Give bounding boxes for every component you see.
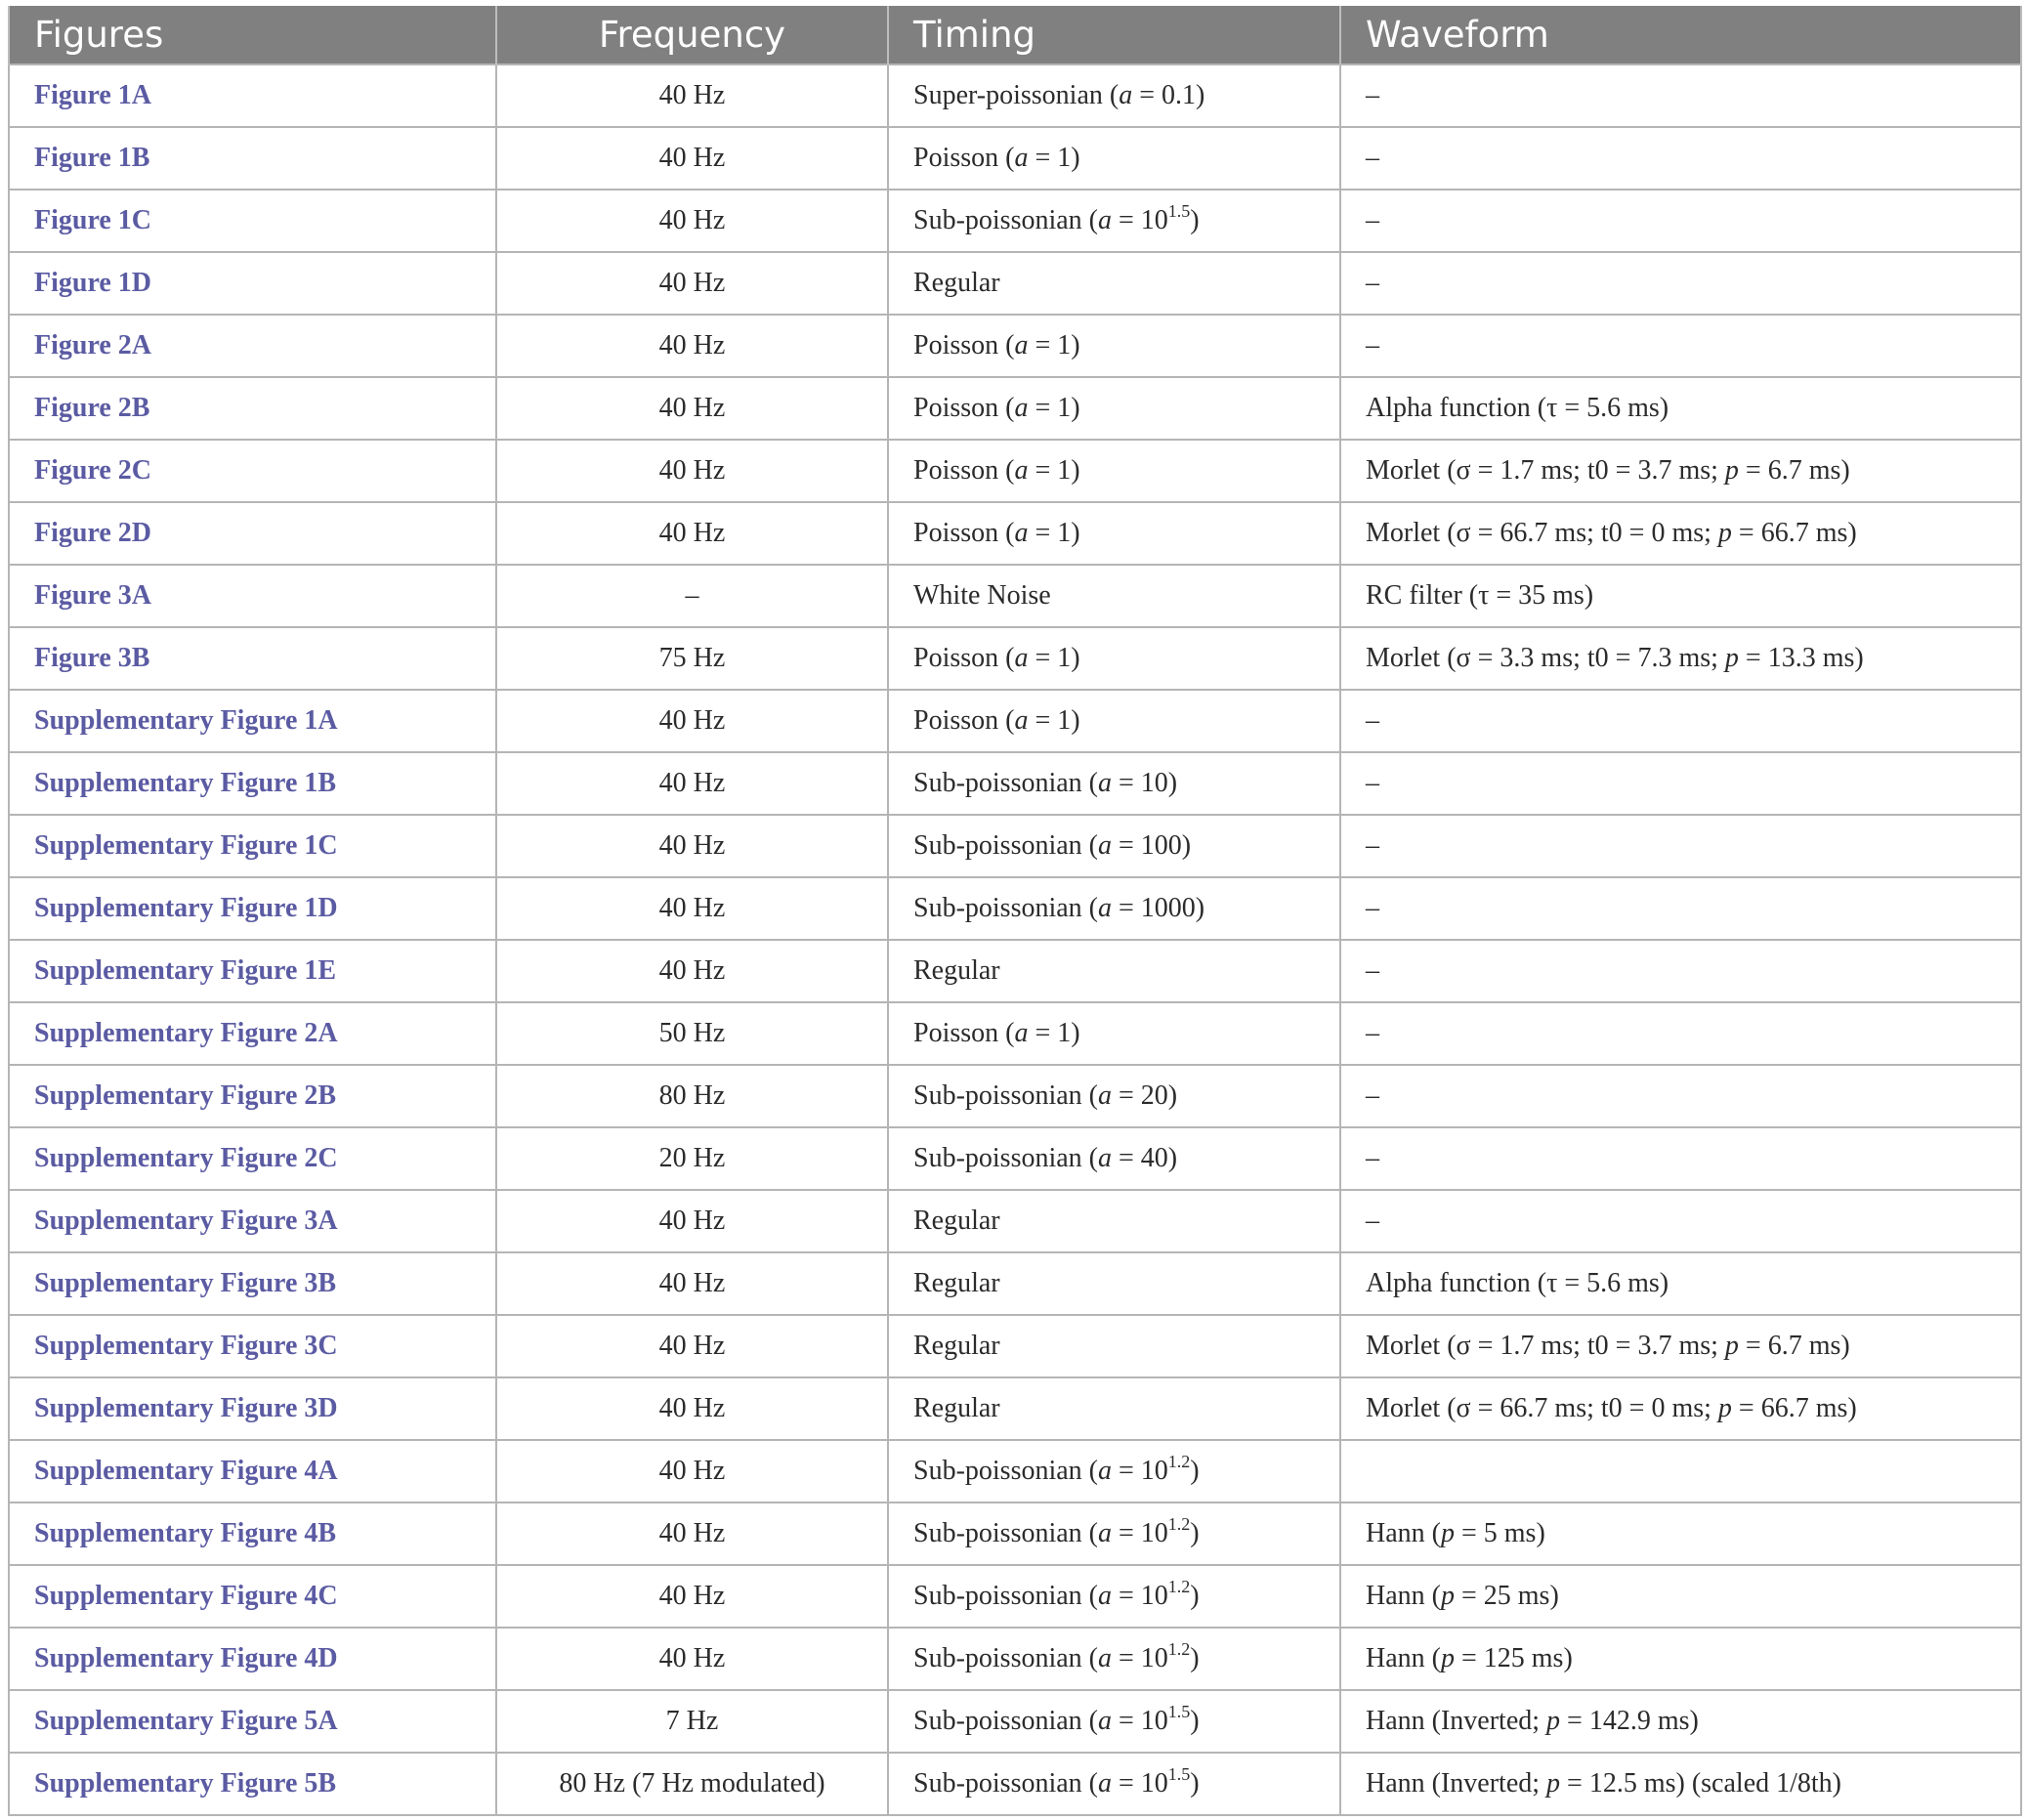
frequency-cell: 40 Hz [496,252,888,315]
header-frequency: Frequency [496,6,888,64]
frequency-cell: 40 Hz [496,752,888,815]
frequency-cell: 40 Hz [496,1503,888,1565]
waveform-cell: – [1340,690,2021,752]
waveform-cell: – [1340,190,2021,252]
waveform-cell: – [1340,1002,2021,1065]
table-row [9,627,2021,690]
frequency-cell: 80 Hz [496,1065,888,1127]
waveform-cell: – [1340,64,2021,127]
figure-cell[interactable]: Supplementary Figure 1D [9,877,496,940]
timing-cell: Sub-poissonian $(a = 10^{1.5})$ [888,1753,1340,1815]
table-row [9,127,2021,190]
timing-cell: Poisson (a = 1) [888,1002,1340,1065]
frequency-cell: 40 Hz [496,502,888,565]
figure-cell[interactable]: Figure 1B [9,127,496,190]
timing-cell: Regular [888,1252,1340,1315]
waveform-cell: Morlet (σ = 3.3 ms; t0 = 7.3 ms; p = 13.3 ms) [1340,627,2021,690]
table-row [9,1690,2021,1753]
waveform-cell: Hann (p = 25 ms) [1340,1565,2021,1628]
table-row [9,377,2021,440]
frequency-cell: 40 Hz [496,440,888,502]
waveform-cell [1340,1440,2021,1503]
table-row [9,440,2021,502]
frequency-cell: 20 Hz [496,1127,888,1190]
table-row [9,1252,2021,1315]
figure-cell[interactable]: Supplementary Figure 5A [9,1690,496,1753]
timing-cell: Super-poissonian (a = 0.1) [888,64,1340,127]
timing-cell: Sub-poissonian (a = 20) [888,1065,1340,1127]
timing-cell: Sub-poissonian $(a = 10^{1.2})$ [888,1440,1340,1503]
frequency-cell: 40 Hz [496,1315,888,1377]
timing-cell: Sub-poissonian $(a = 10^{1.2})$ [888,1503,1340,1565]
waveform-cell: – [1340,252,2021,315]
table-row [9,64,2021,127]
table-row [9,1315,2021,1377]
figure-parameters-table [8,6,2022,1816]
timing-cell: Poisson (a = 1) [888,127,1340,190]
waveform-cell: – [1340,315,2021,377]
table-row [9,1065,2021,1127]
timing-cell: Poisson (a = 1) [888,690,1340,752]
timing-cell: Regular [888,252,1340,315]
figure-cell[interactable]: Supplementary Figure 5B [9,1753,496,1815]
figure-cell[interactable]: Supplementary Figure 3A [9,1190,496,1252]
timing-cell: Sub-poissonian (a = 1000) [888,877,1340,940]
waveform-cell: Morlet (σ = 1.7 ms; t0 = 3.7 ms; p = 6.7 ms) [1340,1315,2021,1377]
header-waveform: Waveform [1340,6,2021,64]
frequency-cell: 40 Hz [496,1252,888,1315]
waveform-cell: Alpha function (τ = 5.6 ms) [1340,1252,2021,1315]
waveform-cell: Hann (p = 125 ms) [1340,1628,2021,1690]
frequency-cell: 75 Hz [496,627,888,690]
waveform-cell: – [1340,815,2021,877]
table-row [9,1440,2021,1503]
figure-cell[interactable]: Figure 1C [9,190,496,252]
waveform-cell: – [1340,1127,2021,1190]
table-row [9,690,2021,752]
frequency-cell: 40 Hz [496,64,888,127]
timing-cell: Sub-poissonian (a = 100) [888,815,1340,877]
figure-cell[interactable]: Figure 3A [9,565,496,627]
frequency-cell: 50 Hz [496,1002,888,1065]
timing-cell: Poisson (a = 1) [888,440,1340,502]
table-row [9,752,2021,815]
waveform-cell: – [1340,940,2021,1002]
frequency-cell: 40 Hz [496,1440,888,1503]
timing-cell: Poisson (a = 1) [888,627,1340,690]
frequency-cell: 40 Hz [496,877,888,940]
frequency-cell: 40 Hz [496,940,888,1002]
frequency-cell: 40 Hz [496,690,888,752]
figure-cell[interactable]: Supplementary Figure 4B [9,1503,496,1565]
frequency-cell: 40 Hz [496,315,888,377]
table-row [9,502,2021,565]
table-row [9,1503,2021,1565]
table-row [9,1753,2021,1815]
figure-cell[interactable]: Figure 2C [9,440,496,502]
figure-cell[interactable]: Supplementary Figure 3D [9,1377,496,1440]
table-row [9,565,2021,627]
timing-cell: White Noise [888,565,1340,627]
figure-cell[interactable]: Supplementary Figure 1E [9,940,496,1002]
figure-cell[interactable]: Supplementary Figure 1B [9,752,496,815]
figure-cell[interactable]: Supplementary Figure 1A [9,690,496,752]
figure-cell[interactable]: Supplementary Figure 2C [9,1127,496,1190]
figure-cell[interactable]: Figure 1D [9,252,496,315]
waveform-cell: Morlet (σ = 66.7 ms; t0 = 0 ms; p = 66.7 ms) [1340,1377,2021,1440]
figure-cell[interactable]: Supplementary Figure 3B [9,1252,496,1315]
frequency-cell: 40 Hz [496,127,888,190]
frequency-cell: 40 Hz [496,1377,888,1440]
waveform-cell: Alpha function (τ = 5.6 ms) [1340,377,2021,440]
header-figures: Figures [9,6,496,64]
table-row [9,1190,2021,1252]
frequency-cell: 40 Hz [496,1190,888,1252]
timing-cell: Sub-poissonian (a = 40) [888,1127,1340,1190]
frequency-cell: 40 Hz [496,1628,888,1690]
frequency-cell: – [496,565,888,627]
timing-cell: Poisson (a = 1) [888,315,1340,377]
waveform-cell: – [1340,1190,2021,1252]
timing-cell: Sub-poissonian $(a = 10^{1.2})$ [888,1628,1340,1690]
frequency-cell: 40 Hz [496,190,888,252]
timing-cell: Regular [888,1190,1340,1252]
waveform-cell: Hann (Inverted; p = 12.5 ms) (scaled 1/8th) [1340,1753,2021,1815]
table-row [9,1565,2021,1628]
table-row [9,877,2021,940]
figure-cell[interactable]: Supplementary Figure 1C [9,815,496,877]
figure-cell[interactable]: Figure 1A [9,64,496,127]
waveform-cell: – [1340,1065,2021,1127]
header-row [9,6,2021,64]
figure-cell[interactable]: Figure 2B [9,377,496,440]
waveform-cell: – [1340,127,2021,190]
figure-parameters-table-container [8,6,2020,1816]
table-row [9,940,2021,1002]
table-body [9,64,2021,1815]
frequency-cell: 40 Hz [496,815,888,877]
figure-cell[interactable]: Supplementary Figure 4A [9,1440,496,1503]
table-row [9,1002,2021,1065]
figure-cell[interactable]: Supplementary Figure 3C [9,1315,496,1377]
waveform-cell: RC filter (τ = 35 ms) [1340,565,2021,627]
timing-cell: Regular [888,940,1340,1002]
table-row [9,1127,2021,1190]
waveform-cell: Hann (Inverted; p = 142.9 ms) [1340,1690,2021,1753]
timing-cell: Regular [888,1377,1340,1440]
table-row [9,190,2021,252]
frequency-cell: 40 Hz [496,1565,888,1628]
table-row [9,1628,2021,1690]
waveform-cell: Morlet (σ = 66.7 ms; t0 = 0 ms; p = 66.7 ms) [1340,502,2021,565]
table-row [9,252,2021,315]
waveform-cell: Morlet (σ = 1.7 ms; t0 = 3.7 ms; p = 6.7 ms) [1340,440,2021,502]
figure-cell[interactable]: Supplementary Figure 4C [9,1565,496,1628]
timing-cell: Sub-poissonian $(a = 10^{1.5})$ [888,190,1340,252]
figure-cell[interactable]: Figure 2A [9,315,496,377]
frequency-cell: 7 Hz [496,1690,888,1753]
timing-cell: Poisson (a = 1) [888,377,1340,440]
figure-cell[interactable]: Figure 2D [9,502,496,565]
waveform-cell: Hann (p = 5 ms) [1340,1503,2021,1565]
timing-cell: Sub-poissonian $(a = 10^{1.2})$ [888,1565,1340,1628]
frequency-cell: 40 Hz [496,377,888,440]
waveform-cell: – [1340,877,2021,940]
timing-cell: Sub-poissonian $(a = 10^{1.5})$ [888,1690,1340,1753]
timing-cell: Sub-poissonian (a = 10) [888,752,1340,815]
frequency-cell: 80 Hz (7 Hz modulated) [496,1753,888,1815]
timing-cell: Regular [888,1315,1340,1377]
header-timing: Timing [888,6,1340,64]
table-row [9,1377,2021,1440]
figure-cell[interactable]: Supplementary Figure 2B [9,1065,496,1127]
figure-cell[interactable]: Supplementary Figure 2A [9,1002,496,1065]
timing-cell: Poisson (a = 1) [888,502,1340,565]
table-row [9,315,2021,377]
waveform-cell: – [1340,752,2021,815]
figure-cell[interactable]: Figure 3B [9,627,496,690]
figure-cell[interactable]: Supplementary Figure 4D [9,1628,496,1690]
table-row [9,815,2021,877]
